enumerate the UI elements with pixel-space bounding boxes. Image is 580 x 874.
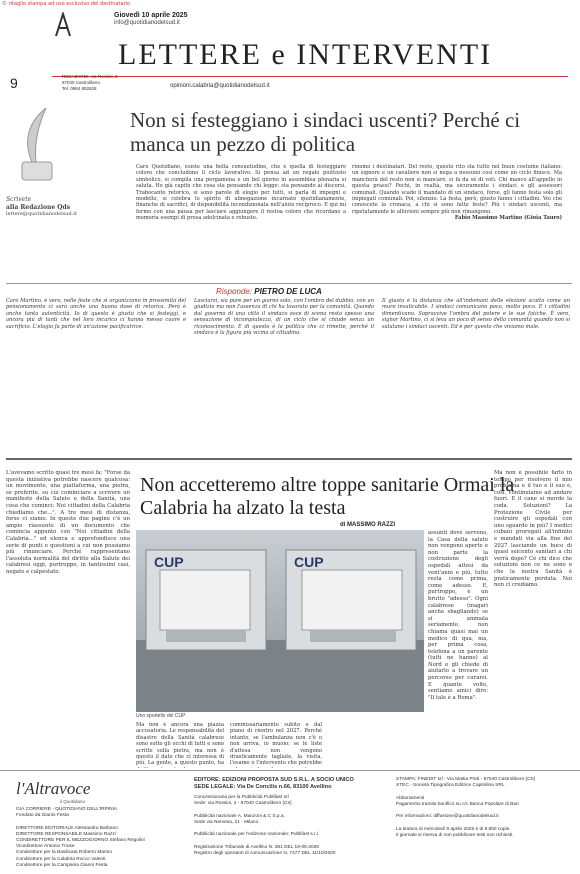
header-divider bbox=[52, 76, 568, 77]
redazione-info: REDAZIONE: via Rossini, 2 87040 Castrolibero Tel. 0984 852828 bbox=[62, 74, 118, 91]
risponde-name: PIETRO DE LUCA bbox=[254, 287, 322, 296]
quill-inkwell-icon bbox=[6, 104, 70, 184]
quotidiano-tag: il Quotidiano bbox=[60, 799, 86, 804]
article-headline: Non accetteremo altre toppe sanitarie Ormai la Calabria ha alzato la testa bbox=[140, 474, 515, 519]
altravoce-logo: l'Altravoce bbox=[16, 779, 91, 798]
page-number: 9 bbox=[10, 75, 18, 91]
section-masthead: LETTERE e INTERVENTI bbox=[118, 38, 493, 71]
cup-sign-right: CUP bbox=[294, 554, 324, 570]
page-header bbox=[52, 6, 572, 96]
letter-col-2 bbox=[352, 164, 562, 279]
reply-col-3: Il giusto è la distanza che all'indomani delle elezioni scatta come un muro invalicabile. I sindaci comunicano poco, molto poco. E i cittadini dimenticano. Sopravvive l'ombra del potere e le sue fatiche. È vero, signor Martino, ci si leva un poco di senso della comunità quando non si salutano i sindaci uscenti. Ed è per questo che viviamo male. bbox=[382, 298, 570, 330]
risponde-label bbox=[216, 287, 322, 296]
article-col-a: L'avevamo scritto quasi tre mesi fa: "Forse da questa iniziativa potrebbe nascere qualcosa: un movimento, una piattaforma, una pietra, se preferite, su cui cominciare a scrivere un manifesto della Salute e della Sanità, una cosa che cominci: Noi cittadini della Calabria chiediamo che...". A tre mesi di distanza, forse ci siamo. In queste due pagine c'è un ampio riassunto di un documento che comincia appunto con "Noi cittadini della Calabria..." ed elenca e approfondisce una serie di punti e questioni a cui non possiamo più rinunciare. Perché rappresentano l'assoluta normalità del diritto alla Salute dei calabresi oggi, purtroppo, in tantissimi casi, negato e calpestato. bbox=[6, 470, 130, 575]
cup-sign-left: CUP bbox=[154, 554, 184, 570]
concessionaria-info: Concessionaria per la Pubblicità Publifast srl Sede: via Rossini, 2 - 87040 Castrolibero (Cs) Pubblicità nazionale A. Manzoni & C S.p.a. Sede via Nervesa, 21 - Milano Pubblicità nazionale per l'edizione nazionale: Publifast s.r.l. Registrazione Tribunale di Avellino N. 381 DEL 18-05-2000 Registro degli operatori di comunicazione N. 7477 DEL 11/10/2000 bbox=[194, 795, 336, 856]
write-to-us bbox=[6, 196, 76, 219]
letter-col-2-text: rinomo i destinatari. Del resto, questo rito sta tutto nel buon costume italiano: un signore e un cavaliere non si nega a nessuno così come un ciclo finisce. Ma mancherà del resto non si mancare, si fa da sé di voti. Chi manco all'appello in questa prassi? Pochi, in realtà, ma sicuramente i sindaci e gli assessori comunali. Quando scade il mandato di un sindaco, forse, gli fanno festa solo gli impiegati comunali. Poi, silenzio. La festa, però, giusto fanno i cittadini. Voi che conoscete la cronaca, a chi si sono fatte feste? Più i sindaci uscenti, ma ripetutamente le alluvioni sempre più non rimangono. bbox=[352, 164, 562, 215]
photo-caption: Uno sportello del CUP bbox=[136, 713, 186, 719]
article-col-e: Ma non è possibile farlo in tempo per risolvere il mio problema e il tuo e il suo e, così, continuiamo ad andare fuori. E il cane si morde la coda. Soluzioni? La Protezione Civile per costruire gli ospedali con uno sguardo in più? I medici cubani prorogati all'infinito e mandati via alla fine del 2027 lasciando un buco di quasi seicento sanitari a chi verrà dopo? Cè chi dice che soluzioni non ce ne sono e che la nostra Sanità è praticamente perduta. Noi non ci crediamo. bbox=[494, 470, 572, 589]
risponde-label-text: Risponde: bbox=[216, 287, 253, 296]
issue-date: Giovedì 10 aprile 2025 bbox=[114, 12, 188, 19]
reply-col-2: Lasciarsi, sia pure per un giorno solo, con l'ombra del dubbio, con un giudizio ma non l'assenza di chi ha lavorato per la comunità. Quando dal governo di una città il sindaco esce di scena resta spesso una sensazione di incompiutezza, di un ciclo che si chiude senza un riconoscimento. E di questo è la politica che ci rimette, perché il sindaco è la figura più vicina al cittadino. bbox=[194, 298, 374, 337]
letter-signature: Fabio Massimo Martino (Gioia Tauro) bbox=[454, 215, 562, 222]
reply-col-1: Caro Martino, è vero, nelle feste che si organizzano in prossimità del pensionamento ci sarà anche una buona dose di retorica. Però è anche tanta autenticità. Io di questo è giusto che si festeggi, e ancora più di tanti che nel loro incarico ci hanno messo cuore e sacrificio. L'elogio fa parte di un'azione pacificatrice. bbox=[6, 298, 186, 330]
header-email[interactable]: info@quotidianodelsud.it bbox=[114, 20, 180, 26]
letter-col-1: Caro Quotidiano, esiste una bella consuetudine, che è quella di festeggiare coloro che concludono il ciclo lavorativo. Si pensa ad un regalo piuttosto simbolico, si compila una pergamena e un bel giorno in assemblea plenaria si saluta. Ho già capito che cosa sta pensando chi legge: sta pensando ai discorsi. Trabocanto retorico, si sono parole di elogio per tutti, si parla di impegni e modello, si celebra lo spirito di abnegazione incarnato quotidianamente, finanche di sacrifici, di disponibilità incondizionata nell'aiuto reciproco. E qui mi fermo con una pausa per lasciare aggiungere il restoa coloro che ricordano a memoria esempi di prosa adolcinata e robuste. bbox=[136, 164, 346, 222]
scrivete-label: Scrivete bbox=[6, 196, 32, 203]
editore-info: EDITORE: EDIZIONI PROPOSTA SUD S.R.L. A SOCIO UNICO SEDE LEGALE: Via De Concilis n.66, 83100 Avellino bbox=[194, 777, 354, 790]
top-note: © ritaglio stampa ad uso esclusivo del destinatario bbox=[2, 1, 131, 7]
colophon bbox=[0, 770, 580, 874]
opinioni-email[interactable]: opinioni.calabria@quotidianodelsud.it bbox=[170, 83, 270, 89]
scrivete-email[interactable]: lettere@quotidianodelsud.it bbox=[6, 211, 77, 217]
article-col-d: assunti dove servono, la Casa della salute non vengono aperte e non parte la costruzione degli ospedali attesi da vent'anni e più, tutto resta come prima, come adesso. E, purtroppo, è un brutto "adesso". Ogni calabrese (magari anche sbagliando) se si ammala seriamente, non chiama quasi mai un medico di qua, ma, per prima cosa, telefona a un parente (tutti ne hanno) al Nord e gli chiede di aiutarlo a trovare un percorso per curarsi. E quante volte, sentiamo amici dire: "Il tale è a Roma". bbox=[428, 530, 488, 701]
staff-list: GIÀ CORRIERE - QUOTIDIANO DELL'IRPINIA Fondato da Gianni Festa DIRETTORE EDITORIALE Alessandro Barbano DIRETTORE RESPONSABILE Massimo Razzi CONDIRETTORE PER IL MEZZOGIORNO Stefano Regolini Vicedirettore Antonio Troise Condirettore per la Basilicata Roberto Marino Condirettore per la Calabria Rocco Valenti Condirettore per la Campania Gianni Festa bbox=[16, 807, 145, 868]
article-col-b: Ma non è ancora una piazza accusatoria. Le responsabilità del disastro della Sanità calabrese sono sotto gli occhi di tutti e sono scritte sulla pietra, ma non è questo il dato che ci interessa di più. La gente, a questo punto, ha bbox=[136, 722, 224, 767]
reply-divider bbox=[6, 283, 572, 284]
cup-photo bbox=[136, 530, 424, 712]
letter-headline: Non si festeggiano i sindaci uscenti? Perché ci manca un pezzo di politica bbox=[130, 108, 521, 156]
stampa-info: STAMPA: FINEDIT srl - Via Mattia Preti - 87040 Castrolibero (CS) STEC - Società Tipografica Editrice Capitolina SRL Abbonamenti Pagamento tramite bonifico su c/c Banca Popolare di Bari Per informazioni: diffusione@quotidianodelsud.it La tiratura di mercoledì 9 aprile 2025 è di 8.850 copie. Il giornale si riserva di non pubblicare testi non richiesti. bbox=[396, 777, 536, 838]
article-byline: di MASSIMO RAZZI bbox=[340, 522, 395, 528]
newspaper-logo-icon bbox=[54, 12, 72, 38]
scrivete-redazione: alla Redazione Qds bbox=[6, 203, 71, 211]
section-divider bbox=[6, 458, 572, 460]
article-col-c: commissariamento subito e dal piano di rientro nel 2027. Perché intanto, se l'ambulanza non c'è o non arriva, io muoio; se le liste d'attesa non vengono drasticamente tagliate, la visita, l'esame o l'intervento che potrebbe bbox=[230, 722, 322, 767]
